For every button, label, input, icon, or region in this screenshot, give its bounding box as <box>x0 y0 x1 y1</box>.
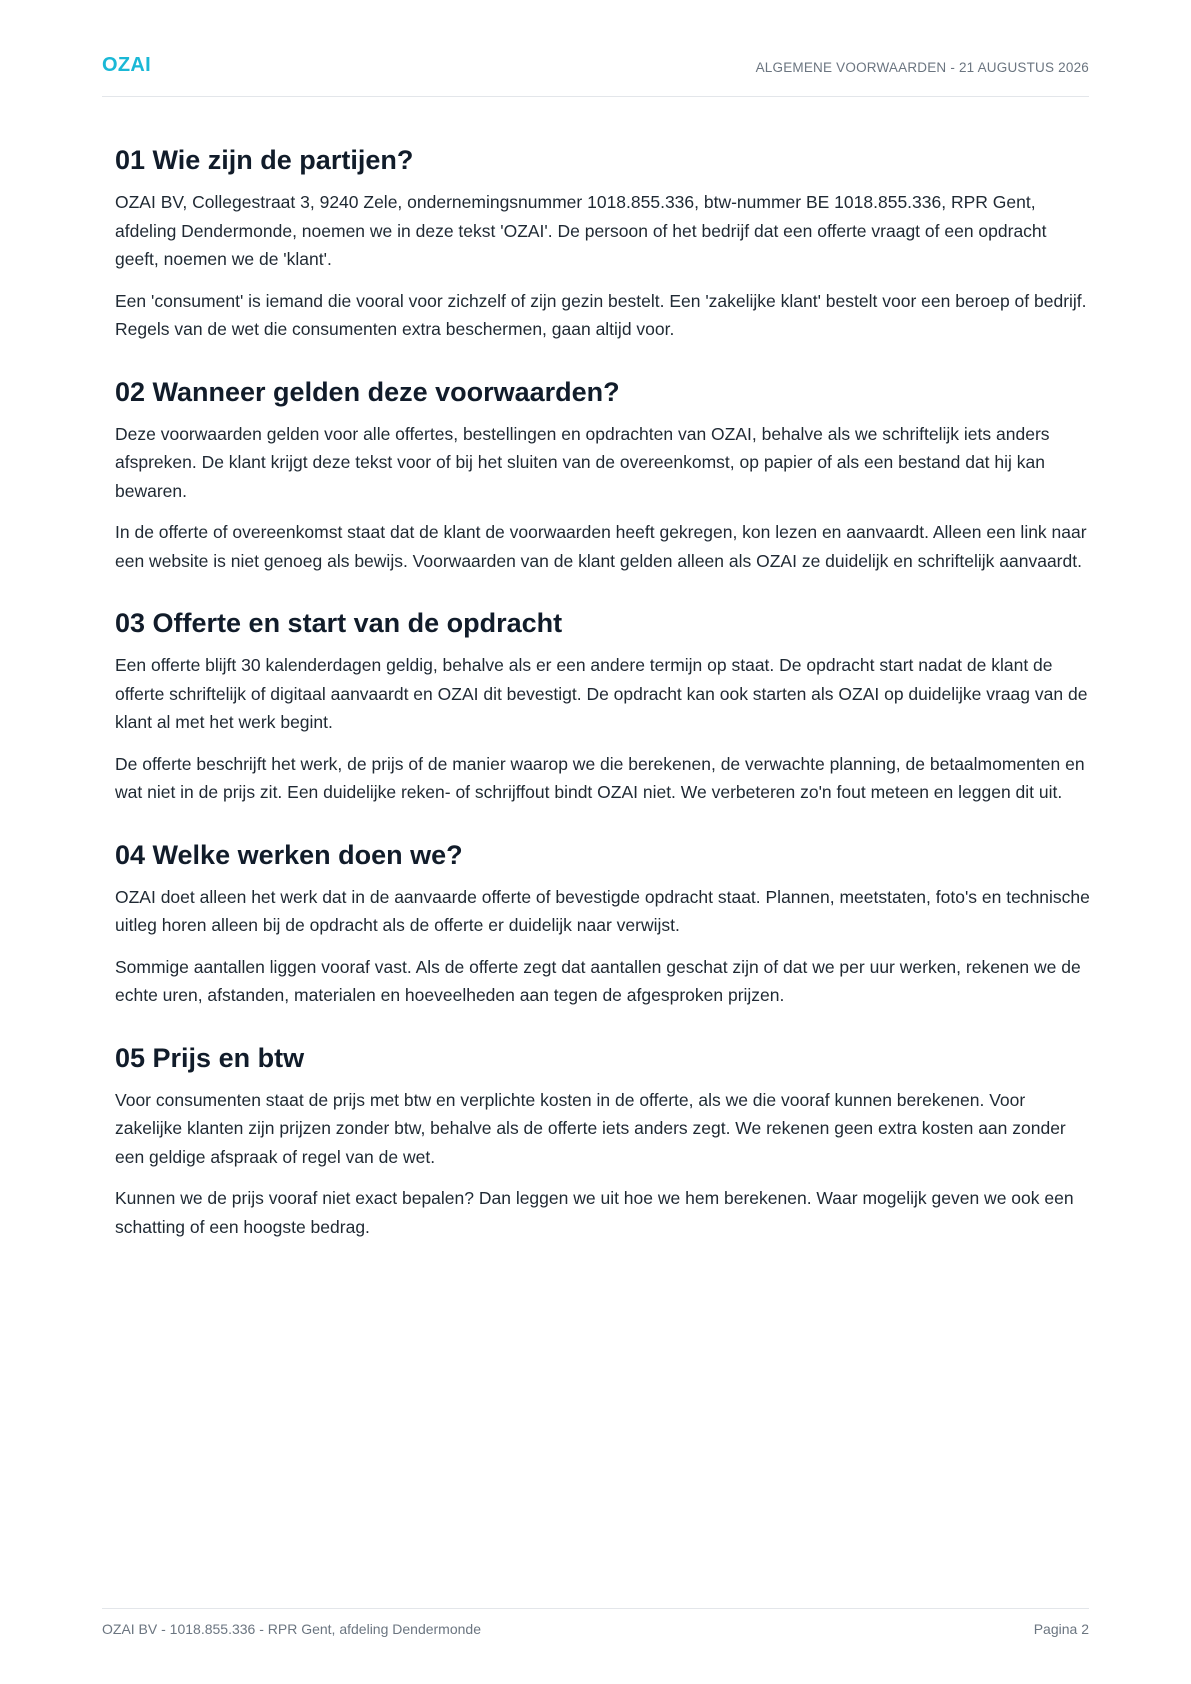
section-heading: 01 Wie zijn de partijen? <box>115 145 414 175</box>
section-05 <box>115 1040 1095 1242</box>
section-paragraph: Deze voorwaarden gelden voor alle offertes, bestellingen en opdrachten van OZAI, behalve als we schriftelijk iets anders afspreken. De klant krijgt deze tekst voor of bij het sluiten van de overeenkomst, op papier of als een bestand dat hij kan bewaren. <box>115 423 1050 501</box>
section-paragraph: Een offerte blijft 30 kalenderdagen geldig, behalve als er een andere termijn op staat. De opdracht start nadat de klant de offerte schriftelijk of digitaal aanvaardt en OZAI dit bevestigt. De opdracht kan ook starten als OZAI op duidelijke vraag van de klant al met het werk begint. <box>115 655 1088 732</box>
section-paragraph: Sommige aantallen liggen vooraf vast. Als de offerte zegt dat aantallen geschat zijn of dat we per uur werken, rekenen we de echte uren, afstanden, materialen en hoeveelheden aan tegen de afgesproken prijzen. <box>115 956 1081 1005</box>
section-paragraph: Kunnen we de prijs vooraf niet exact bepalen? Dan leggen we uit hoe we hem berekenen. Waar mogelijk geven we ook een schatting of een hoogste bedrag. <box>115 1188 1074 1237</box>
brand-logo-text: OZAI <box>102 54 151 76</box>
page-number: Pagina 2 <box>1033 1621 1089 1637</box>
document-body <box>115 142 1095 1271</box>
document-title-date: ALGEMENE VOORWAARDEN - 21 AUGUSTUS 2026 <box>755 60 1089 75</box>
section-paragraph: De offerte beschrijft het werk, de prijs of de manier waarop we die berekenen, de verwachte planning, de betaalmomenten en wat niet in de prijs zit. Een duidelijke reken- of schrijffout bindt OZAI niet. We verbeteren zo'n fout meteen en leggen dit uit. <box>115 753 1085 802</box>
section-heading: 04 Welke werken doen we? <box>115 839 463 870</box>
section-heading: 03 Offerte en start van de opdracht <box>115 608 563 638</box>
section-03 <box>115 605 1095 807</box>
section-paragraph: Een 'consument' is iemand die vooral voor zichzelf of zijn gezin bestelt. Een 'zakelijke klant' bestelt voor een beroep of bedrijf. Regels van de wet die consumenten extra beschermen, gaan altijd voor. <box>115 290 1087 339</box>
section-04 <box>115 837 1095 1010</box>
page-header <box>102 48 1089 97</box>
section-paragraph: OZAI doet alleen het werk dat in de aanvaarde offerte of bevestigde opdracht staat. Plannen, meetstaten, foto's en technische uitleg horen alleen bij de opdracht als de offerte er duidelijk naar verwijst. <box>115 886 1090 935</box>
section-heading: 02 Wanneer gelden deze voorwaarden? <box>115 376 620 407</box>
section-paragraph: OZAI BV, Collegestraat 3, 9240 Zele, ondernemingsnummer 1018.855.336, btw-nummer BE 1018.855.336, RPR Gent, afdeling Dendermonde, noemen we in deze tekst 'OZAI'. De persoon of het bedrijf dat een offerte vraagt of een opdracht geeft, noemen we de 'klant'. <box>115 192 1047 269</box>
footer-company-info: OZAI BV - 1018.855.336 - RPR Gent, afdeling Dendermonde <box>102 1621 481 1637</box>
section-paragraph: Voor consumenten staat de prijs met btw en verplichte kosten in de offerte, als we die vooraf kunnen berekenen. Voor zakelijke klanten zijn prijzen zonder btw, behalve als de offerte iets anders zegt. We rekenen geen extra kosten aan zonder een geldige afspraak of regel van de wet. <box>115 1089 1066 1167</box>
section-01 <box>115 142 1095 344</box>
section-paragraph: In de offerte of overeenkomst staat dat de klant de voorwaarden heeft gekregen, kon lezen en aanvaardt. Alleen een link naar een website is niet genoeg als bewijs. Voorwaarden van de klant gelden alleen als OZAI ze duidelijk en schriftelijk aanvaardt. <box>115 522 1087 571</box>
page-footer <box>102 1608 1089 1649</box>
section-02 <box>115 374 1095 576</box>
section-heading: 05 Prijs en btw <box>115 1042 305 1073</box>
